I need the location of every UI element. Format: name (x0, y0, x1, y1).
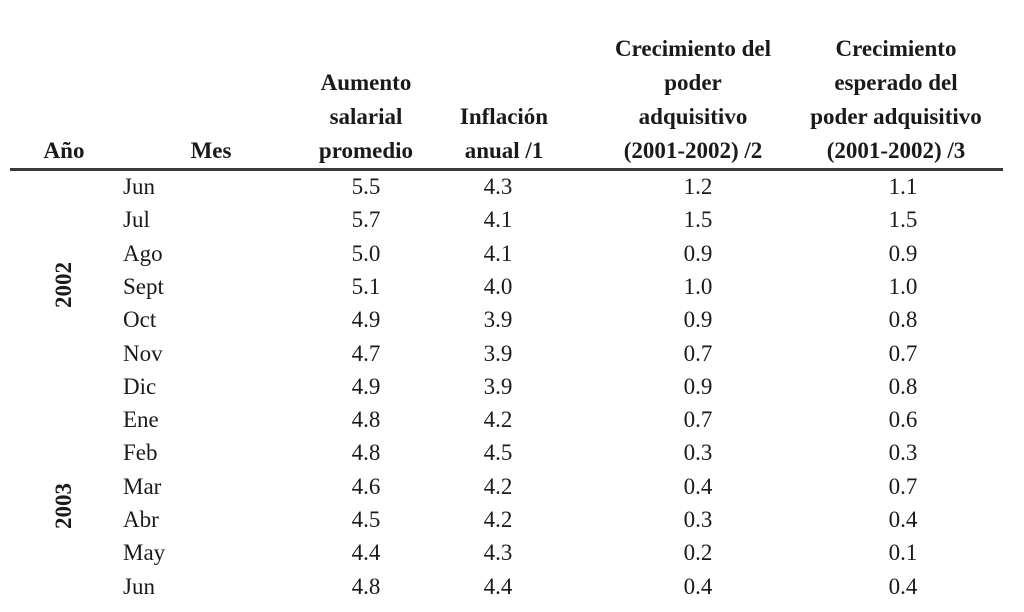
cell-inflacion: 4.2 (483, 407, 513, 433)
cell-crecimiento: 1.2 (683, 174, 713, 199)
cell-esperado: 0.3 (888, 440, 918, 466)
cell-aumento: 5.7 (351, 207, 381, 233)
header-crecimiento: Crecimiento del poder adquisitivo (2001-2002) /2 (614, 36, 772, 163)
cell-esperado: 1.0 (888, 273, 918, 299)
cell-inflacion: 4.2 (483, 473, 513, 499)
cell-crecimiento: 0.2 (683, 540, 713, 566)
cell-inflacion: 4.2 (483, 507, 513, 532)
cell-mes: Nov (123, 340, 163, 366)
cell-crecimiento: 0.3 (683, 507, 713, 532)
table-row (8, 503, 1004, 536)
cell-crecimiento: 0.9 (683, 240, 713, 266)
cell-esperado: 0.7 (888, 473, 918, 499)
table-row (8, 303, 1004, 336)
cell-mes: Feb (123, 440, 158, 466)
cell-crecimiento: 0.4 (683, 473, 713, 499)
cell-esperado: 0.9 (888, 240, 918, 266)
cell-inflacion: 3.9 (483, 307, 513, 333)
cell-inflacion: 3.9 (483, 340, 513, 366)
year-label-2002: 2002 (51, 262, 76, 308)
cell-mes: Abr (123, 507, 159, 532)
cell-inflacion: 4.1 (483, 207, 513, 233)
header-anio: Año (43, 138, 85, 163)
cell-mes: Ene (123, 407, 159, 433)
cell-mes: Oct (123, 307, 157, 333)
table-row (8, 536, 1004, 569)
table-row (8, 570, 1004, 603)
cell-inflacion: 4.4 (483, 573, 513, 599)
cell-esperado: 1.1 (888, 174, 918, 199)
cell-mes: Jul (123, 207, 150, 233)
year-label-2003: 2003 (51, 483, 76, 529)
table-header (8, 0, 1004, 168)
cell-mes: Dic (123, 373, 157, 399)
cell-mes: Jun (123, 573, 155, 599)
cell-mes: May (123, 540, 166, 566)
cell-crecimiento: 0.9 (683, 307, 713, 333)
header-inflacion: Inflación anual /1 (459, 104, 549, 163)
cell-esperado: 1.5 (888, 207, 918, 233)
cell-aumento: 4.8 (351, 573, 381, 599)
cell-crecimiento: 0.7 (683, 407, 713, 433)
cell-inflacion: 4.0 (483, 273, 513, 299)
cell-aumento: 5.1 (351, 273, 381, 299)
cell-aumento: 4.4 (351, 540, 381, 566)
table-row (8, 203, 1004, 236)
header-aumento: Aumento salarial promedio (318, 70, 414, 163)
cell-aumento: 4.5 (351, 507, 381, 532)
cell-mes: Sept (123, 273, 164, 299)
cell-esperado: 0.7 (888, 340, 918, 366)
cell-crecimiento: 0.4 (683, 573, 713, 599)
cell-aumento: 4.9 (351, 307, 381, 333)
cell-aumento: 4.7 (351, 340, 381, 366)
table-row (8, 470, 1004, 503)
cell-inflacion: 4.1 (483, 240, 513, 266)
cell-crecimiento: 0.3 (683, 440, 713, 466)
cell-aumento: 4.8 (351, 407, 381, 433)
table-row (8, 270, 1004, 303)
cell-inflacion: 4.3 (483, 540, 513, 566)
header-mes: Mes (190, 138, 232, 163)
cell-esperado: 0.4 (888, 573, 918, 599)
table-row (8, 370, 1004, 403)
data-table (8, 0, 1004, 612)
cell-inflacion: 3.9 (483, 373, 513, 399)
cell-aumento: 4.9 (351, 373, 381, 399)
table-row (8, 237, 1004, 270)
cell-inflacion: 4.3 (483, 174, 513, 199)
cell-mes: Jun (123, 174, 155, 199)
cell-esperado: 0.8 (888, 307, 918, 333)
table-row (8, 337, 1004, 370)
cell-esperado: 0.4 (888, 507, 918, 532)
table-row (8, 170, 1004, 203)
cell-crecimiento: 1.0 (683, 273, 713, 299)
cell-aumento: 5.0 (351, 240, 381, 266)
table-row (8, 403, 1004, 436)
cell-inflacion: 4.5 (483, 440, 513, 466)
cell-mes: Mar (123, 473, 162, 499)
cell-crecimiento: 1.5 (683, 207, 713, 233)
cell-esperado: 0.1 (888, 540, 918, 566)
header-esperado: Crecimiento esperado del poder adquisitivo (2001-2002) /3 (810, 36, 982, 163)
table-row (8, 436, 1004, 469)
cell-aumento: 4.8 (351, 440, 381, 466)
cell-aumento: 4.6 (351, 473, 381, 499)
cell-esperado: 0.6 (888, 407, 918, 433)
cell-aumento: 5.5 (351, 174, 381, 199)
cell-crecimiento: 0.9 (683, 373, 713, 399)
cell-crecimiento: 0.7 (683, 340, 713, 366)
cell-mes: Ago (123, 240, 163, 266)
cell-esperado: 0.8 (888, 373, 918, 399)
